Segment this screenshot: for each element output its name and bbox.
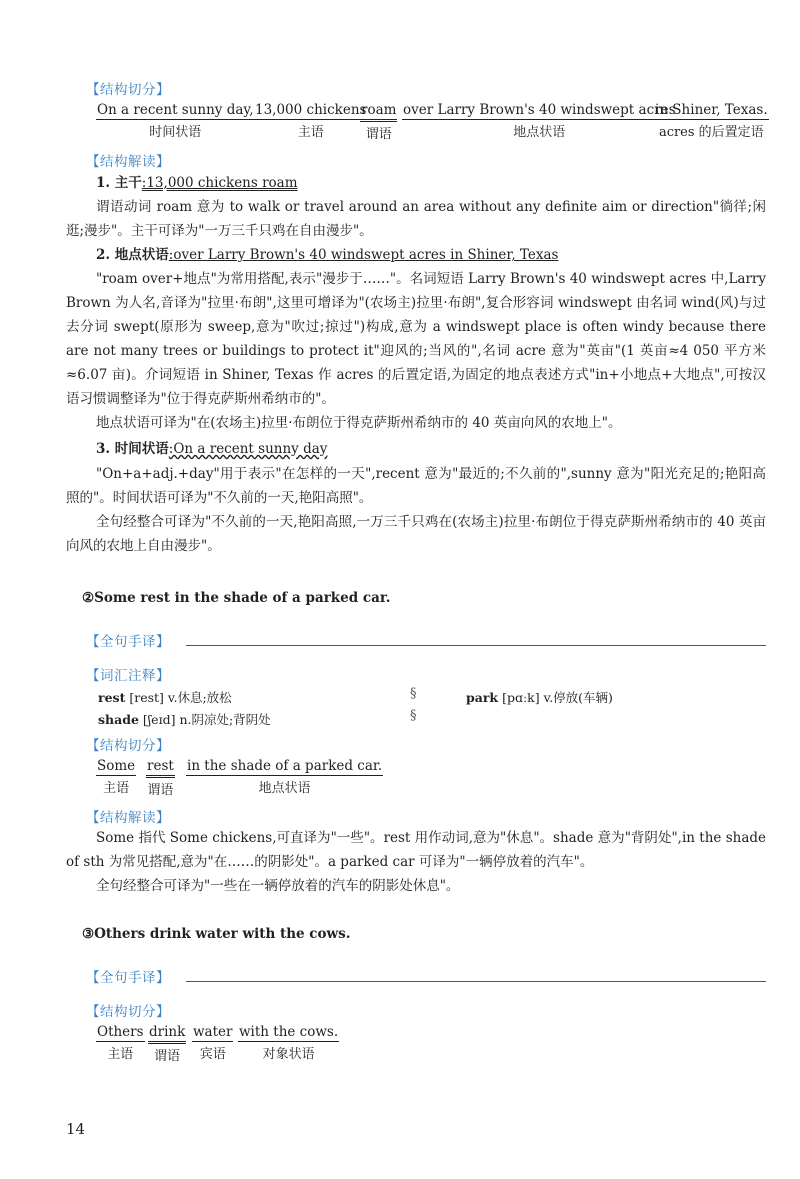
sentence-2-explain	[66, 826, 766, 898]
segment-predicate	[360, 102, 397, 142]
segment-subject	[254, 102, 367, 140]
point-2-body	[66, 267, 766, 435]
segment-subject	[96, 1024, 145, 1062]
segment-role: 主语	[107, 1047, 134, 1062]
paragraph: 地点状语可译为"在(农场主)拉里·布朗位于得克萨斯州希纳市的 40 英亩向风的农地上"。	[96, 415, 622, 431]
segment-role: 谓语	[154, 1049, 181, 1064]
segment-time-adverbial	[96, 102, 255, 140]
vocab-word: shade	[98, 712, 139, 727]
full-translation-label: 【全句手译】	[86, 970, 170, 986]
segment-role: 地点状语	[258, 781, 311, 796]
segment-text: roam	[360, 102, 397, 122]
paragraph: Some 指代 Some chickens,可直译为"一些"。rest 用作动词,意为"休息"。shade 意为"背阴处",in the shade of sth 为常见搭配,意为"在……的阴影处"。a parked car 可译为"一辆停放着的汽车"。	[66, 830, 766, 870]
segment-place-adverbial	[186, 758, 383, 796]
divider-squiggle-icon: §	[410, 686, 417, 701]
segment-role: acres 的后置定语	[658, 125, 764, 140]
point-heading: 1. 主干	[96, 175, 142, 191]
structure-split-label: 【结构切分】	[86, 1004, 170, 1020]
translation-answer-line[interactable]	[186, 645, 766, 646]
paragraph: 全句经整合可译为"不久前的一天,艳阳高照,一万三千只鸡在(农场主)拉里·布朗位于得克萨斯州希纳市的 40 英亩向风的农地上自由漫步"。	[66, 514, 766, 554]
paragraph: "roam over+地点"为常用搭配,表示"漫步于……"。名词短语 Larry Brown's 40 windswept acres 中,Larry Brown 为人名,音译为"拉里·布朗",这里可增译为"(农场主)拉里·布朗",复合形容词 windswept 由名词 wind(风)与过去分词 swept(原形为 sweep,意为"吹过;掠过")构成,意为 a windswept place is often windy because there are not many trees or buildings to protect it"迎风的;当风的",名词 acre 意为"英亩"(1 英亩≈4 050 平方米≈6.07 亩)。介词短语 in Shiner, Texas 作 acres 的后置定语,为固定的地点表述方式"in+小地点+大地点",可按汉语习惯调整译为"位于得克萨斯州希纳市的"。	[66, 271, 766, 407]
paragraph: "On+a+adj.+day"用于表示"在怎样的一天",recent 意为"最近的;不久前的",sunny 意为"阳光充足的;艳阳高照的"。时间状语可译为"不久前的一天,艳阳高照"。	[66, 466, 766, 506]
segment-text: over Larry Brown's 40 windswept acres	[403, 102, 676, 118]
paragraph: 全句经整合可译为"一些在一辆停放着的汽车的阴影处休息"。	[96, 878, 460, 894]
segment-text: Some	[97, 758, 136, 774]
segment-text: in Shiner, Texas.	[655, 102, 768, 118]
segment-text: drink	[148, 1024, 186, 1044]
vocab-entry-park	[466, 688, 613, 706]
segment-text: in the shade of a parked car.	[187, 758, 383, 774]
vocab-ipa: [pɑːk]	[502, 690, 540, 705]
vocab-ipa: [rest]	[129, 690, 164, 705]
point-1-body	[66, 195, 766, 243]
segment-text: 13,000 chickens	[255, 102, 367, 118]
vocab-entry-rest	[98, 688, 232, 706]
segment-object-adverbial	[238, 1024, 339, 1062]
segment-role: 地点状语	[513, 125, 566, 140]
structure-explain-label: 【结构解读】	[86, 154, 170, 170]
segment-role: 对象状语	[262, 1047, 315, 1062]
vocab-def: n.阴凉处;背阴处	[179, 712, 271, 727]
segment-role: 主语	[297, 125, 324, 140]
structure-explain-label: 【结构解读】	[86, 810, 170, 826]
full-translation-label: 【全句手译】	[86, 634, 170, 650]
vocab-word: park	[466, 690, 499, 705]
structure-split-label: 【结构切分】	[86, 82, 170, 98]
segment-role: 谓语	[365, 127, 392, 142]
point-heading: 2. 地点状语	[96, 247, 169, 263]
segment-subject	[96, 758, 136, 796]
vocab-def: v.休息;放松	[167, 690, 232, 705]
segment-role: 主语	[103, 781, 130, 796]
segment-role: 宾语	[199, 1047, 226, 1062]
vocab-entry-shade	[98, 710, 271, 728]
point-3-heading	[96, 438, 327, 460]
point-topic: :On a recent sunny day	[168, 441, 328, 457]
segment-object	[192, 1024, 233, 1062]
segment-role: 时间状语	[149, 125, 202, 140]
vocab-word: rest	[98, 690, 126, 705]
segment-text: On a recent sunny day,	[97, 102, 254, 118]
point-3-body	[66, 462, 766, 558]
sentence-3: ③Others drink water with the cows.	[82, 926, 351, 942]
segment-text: rest	[146, 758, 175, 778]
segment-place-adverbial	[402, 102, 677, 140]
segment-role: 谓语	[147, 783, 174, 798]
sentence-2: ②Some rest in the shade of a parked car.	[82, 590, 391, 606]
vocab-notes-label: 【词汇注释】	[86, 668, 170, 684]
point-heading: 3. 时间状语	[96, 441, 169, 457]
point-1-heading	[96, 172, 298, 194]
segment-text: water	[193, 1024, 233, 1040]
segment-predicate	[146, 758, 175, 798]
structure-split-label: 【结构切分】	[86, 738, 170, 754]
point-topic: :over Larry Brown's 40 windswept acres in Shiner, Texas	[168, 247, 559, 263]
page-number: 14	[66, 1120, 86, 1138]
divider-squiggle-icon: §	[410, 708, 417, 723]
segment-predicate	[148, 1024, 186, 1064]
vocab-ipa: [ʃeɪd]	[142, 712, 176, 727]
segment-post-attributive	[654, 102, 769, 140]
point-topic: :13,000 chickens roam	[141, 175, 298, 191]
segment-text: with the cows.	[239, 1024, 339, 1040]
vocab-def: v.停放(车辆)	[543, 690, 613, 705]
translation-answer-line[interactable]	[186, 981, 766, 982]
segment-text: Others	[97, 1024, 144, 1040]
point-2-heading	[96, 244, 558, 266]
paragraph: 谓语动词 roam 意为 to walk or travel around an area without any definite aim or direction"徜徉;闲逛;漫步"。主干可译为"一万三千只鸡在自由漫步"。	[66, 199, 766, 239]
